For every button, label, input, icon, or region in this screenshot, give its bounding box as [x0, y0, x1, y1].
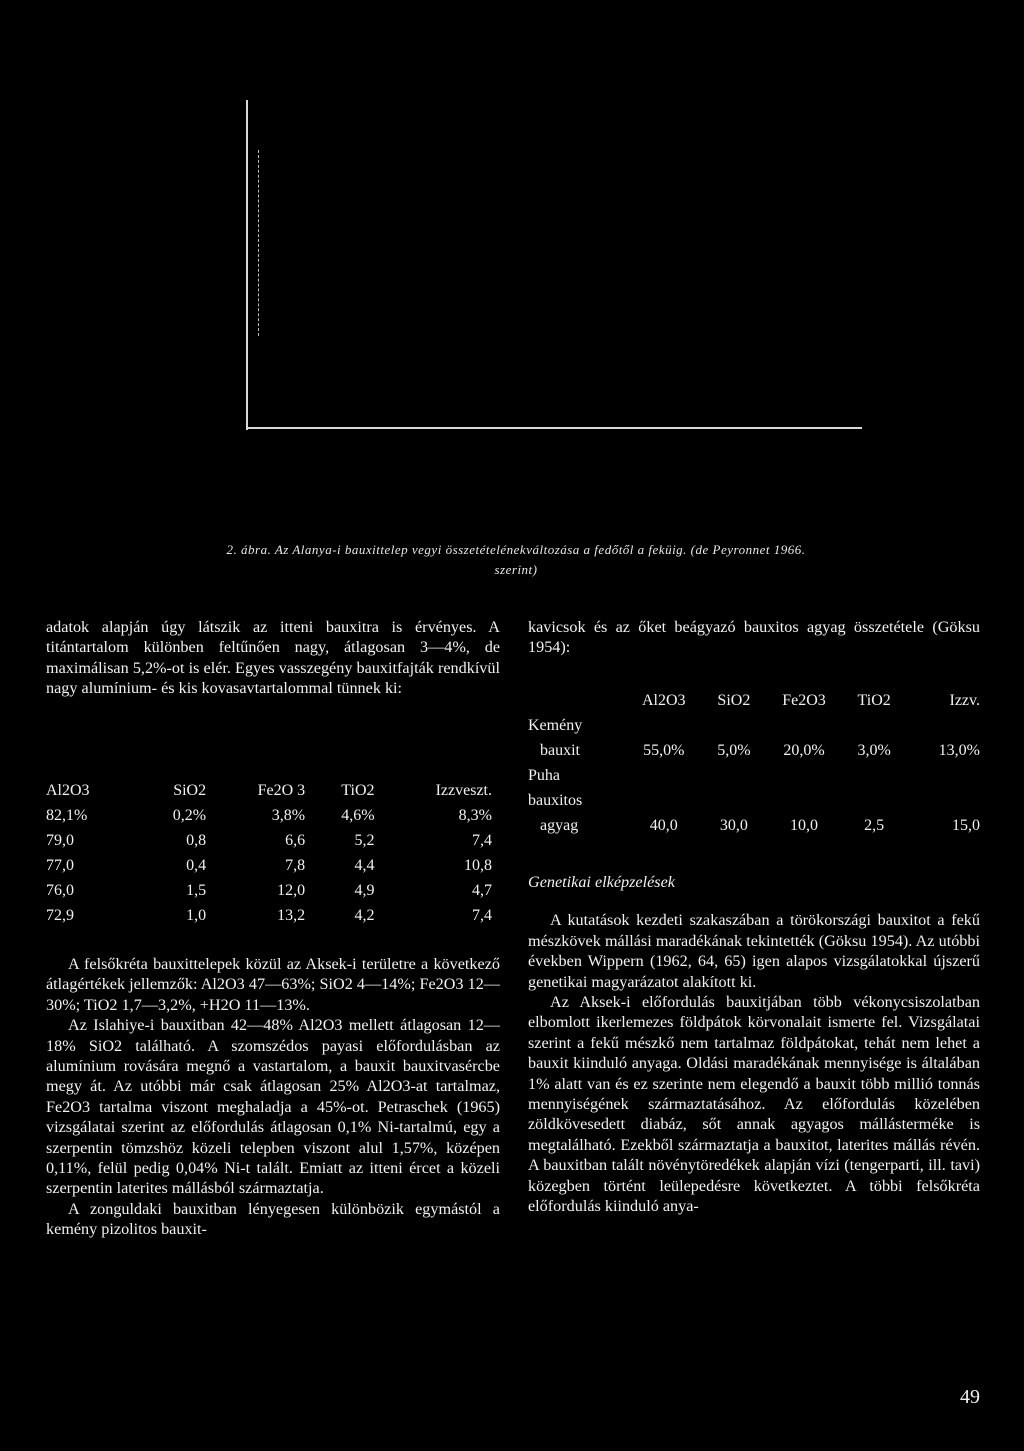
- table-row: [528, 713, 980, 738]
- table-cell: 4,6%: [341, 806, 375, 824]
- table-row: [46, 828, 492, 853]
- table-header-cell: Fe2O3: [782, 691, 826, 709]
- table-cell: 72,9: [46, 906, 74, 924]
- table-cell: 4,4: [354, 856, 375, 874]
- table-cell: 2,5: [864, 816, 885, 834]
- row-label: bauxit: [540, 741, 580, 759]
- table-header-cell: Al2O3: [46, 781, 90, 799]
- table-row: [528, 788, 980, 813]
- table-header-cell: Fe2O 3: [257, 781, 306, 799]
- table-cell: 77,0: [46, 856, 74, 874]
- table-cell: 3,0%: [857, 741, 891, 759]
- table-cell: 30,0: [719, 816, 748, 834]
- table-cell: 8,3%: [458, 806, 492, 824]
- table-cell: 1,5: [186, 881, 207, 899]
- table-cell: 5,2: [354, 831, 375, 849]
- table-row: [46, 878, 492, 903]
- figure-caption-line-2: szerint): [494, 562, 538, 577]
- table-cell: 7,4: [472, 831, 492, 849]
- row-label: Puha: [528, 766, 560, 784]
- right-paragraph-2: A kutatások kezdeti szakaszában a törökországi bauxitot a fekű mészkövek mállási maradékának tekintették (Göksu 1954). Az utóbbi években Wippern (1962, 64, 65) igen alapos vizsgálatokkal újszerű genetikai magyarázatot alakított ki.: [528, 911, 980, 991]
- table-header-row: [46, 778, 492, 803]
- table-header-row: [528, 688, 980, 713]
- composition-table-2: [528, 688, 980, 838]
- table-cell: 76,0: [46, 881, 74, 899]
- page-number: 49: [960, 1386, 980, 1408]
- table-cell: 40,0: [649, 816, 678, 834]
- left-paragraph-1: adatok alapján úgy látszik az itteni bauxitra is érvényes. A titántartalom különben feltűnően nagy, átlagosan 3—4%, de maximálisan 5,2%-ot is elér. Egyes vasszegény bauxitfajták rendkívül nagy alumínium- és kis kovasavtartalommal tünnek ki:: [46, 618, 500, 698]
- table-cell: 55,0%: [643, 741, 685, 759]
- section-heading: Genetikai elképzelések: [528, 873, 675, 891]
- table-cell: 13,0%: [938, 741, 980, 759]
- table-row: [528, 738, 980, 763]
- right-paragraph-1: kavicsok és az őket beágyazó bauxitos agyag összetétele (Göksu 1954):: [528, 618, 980, 657]
- table-header-cell: [528, 688, 624, 713]
- table-cell: 0,4: [186, 856, 207, 874]
- table-header-cell: Al2O3: [641, 691, 686, 709]
- table-cell: 10,0: [790, 816, 819, 834]
- row-label: agyag: [540, 816, 579, 834]
- table-cell: 20,0%: [783, 741, 825, 759]
- table-header-cell: TiO2: [341, 781, 375, 799]
- left-column: [46, 617, 500, 699]
- left-column-lower: [46, 954, 500, 1240]
- table-cell: 4,9: [354, 881, 375, 899]
- table-header-cell: Izzveszt.: [435, 781, 492, 799]
- composition-table-1: [46, 778, 492, 928]
- table-row: [46, 803, 492, 828]
- table-cell: 82,1%: [46, 806, 88, 824]
- right-column: [528, 617, 980, 658]
- table-cell: 0,2%: [172, 806, 207, 824]
- figure-dashed-line: [258, 150, 259, 336]
- table-cell: 13,2: [277, 906, 306, 924]
- left-paragraph-4: A zonguldaki bauxitban lényegesen különbözik egymástól a kemény pizolitos bauxit-: [46, 1199, 500, 1239]
- table-cell: 0,8: [186, 831, 207, 849]
- left-paragraph-3: Az Islahiye-i bauxitban 42—48% Al2O3 mellett átlagosan 12—18% SiO2 található. A szomszédos payasi előfordulásban az alumínium rovására megnő a vastartalom, a bauxit bauxitvasércbe megy át. Az utóbbi már csak átlagosan 25% Al2O3-at tartalmaz, Fe2O3 tartalma viszont meghaladja a 45%-ot. Petraschek (1965) vizsgálatai szerint az előfordulás átlagosan 0,1% Ni-tartalmú, egy a szerpentin tömzshöz közeli telepben viszont alul 1,57%, középen 0,11%, felül pedig 0,04% Ni-t talált. Emiatt az itteni ércet a közeli szerpentin laterites mállásból származtatja.: [46, 1016, 500, 1198]
- table-header-cell: Izzv.: [949, 691, 980, 709]
- table-cell: 7,8: [285, 856, 306, 874]
- row-label: Kemény: [528, 716, 583, 734]
- figure-x-axis: [246, 427, 862, 429]
- table-cell: 12,0: [277, 881, 306, 899]
- table-cell: 4,2: [354, 906, 375, 924]
- table-cell: 5,0%: [717, 741, 751, 759]
- table-header-cell: SiO2: [717, 691, 751, 709]
- table-header-cell: SiO2: [173, 781, 207, 799]
- figure-frame: [246, 100, 862, 430]
- table-row: [528, 813, 980, 838]
- table-cell: 1,0: [186, 906, 207, 924]
- table-cell: 15,0: [952, 816, 980, 834]
- right-column-lower: [528, 872, 980, 1217]
- table-row: [46, 903, 492, 928]
- row-label: bauxitos: [528, 791, 583, 809]
- table-cell: 79,0: [46, 831, 74, 849]
- left-paragraph-2: A felsőkréta bauxittelepek közül az Aksek-i területre a következő átlagértékek jellemzők: Al2O3 47—63%; SiO2 4—14%; Fe2O3 12—30%; TiO2 1,7—3,2%, +H2O 11—13%.: [46, 955, 500, 1014]
- table-cell: 3,8%: [271, 806, 306, 824]
- figure-caption-line-1: 2. ábra. Az Alanya-i bauxittelep vegyi összetételénekváltozása a fedőtől a feküig. (de Peyronnet 1966.: [226, 542, 806, 557]
- table-cell: 10,8: [464, 856, 492, 874]
- table-cell: 4,7: [472, 881, 492, 899]
- table-cell: 7,4: [472, 906, 492, 924]
- table-row: [528, 763, 980, 788]
- figure-y-axis: [246, 100, 248, 430]
- right-paragraph-3: Az Aksek-i előfordulás bauxitjában több vékonycsiszolatban elbomlott ikerlemezes földpátok körvonalait ismerte fel. Vizsgálatai szerint a fekű mészkő nem tartalmaz földpátokat, tehát nem lehet a bauxit kiinduló anyaga. Oldási maradékának mennyisége is általában 1% alatt van és ez szerinte nem elegendő a bauxit több millió tonnás mennyiségének származtatásához. Az előfordulás közelében zöldkövesedett diabáz, sőt annak agyagos mállásterméke is megtalálható. Ezekből származtatja a bauxitot, laterites mállás révén. A bauxitban talált növénytöredékek alapján vízi (tengerparti, ill. tavi) közegben történt leülepedésre következtet. A többi felsőkréta előfordulás kiinduló anya-: [528, 993, 980, 1216]
- table-row: [46, 853, 492, 878]
- table-cell: 6,6: [285, 831, 306, 849]
- figure-caption: [56, 540, 976, 580]
- table-header-cell: TiO2: [857, 691, 891, 709]
